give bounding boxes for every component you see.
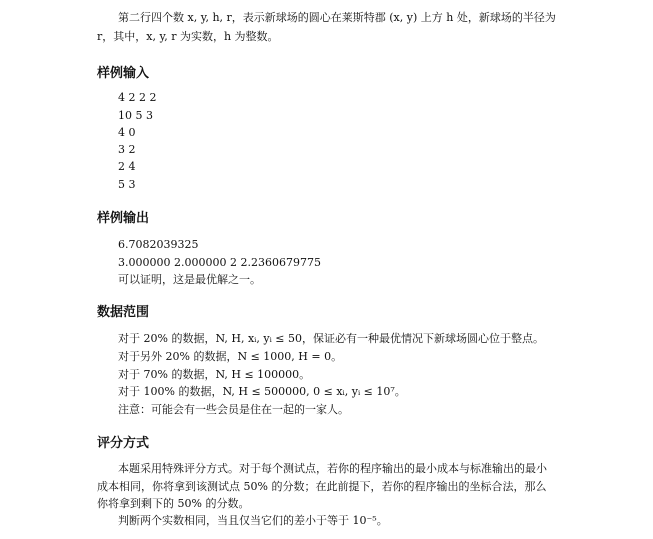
sample-output-note: 可以证明，这是最优解之一。 <box>118 273 261 286</box>
sample-output-heading: 样例输出 <box>97 211 150 226</box>
sample-input-line: 4 2 2 2 <box>118 91 157 104</box>
intro-line-1: 第二行四个数 x, y, h, r，表示新球场的圆心在莱斯特郡 (x, y) 上方 h 处，新球场的半径为 <box>118 11 556 24</box>
sample-input-heading: 样例输入 <box>97 66 150 81</box>
scoring-line: 判断两个实数相同，当且仅当它们的差小于等于 10⁻⁵。 <box>118 514 388 527</box>
scoring-line: 成本相同，你将拿到该测试点 50% 的分数；在此前提下，若你的程序输出的坐标合法，那么 <box>97 480 547 493</box>
scoring-heading: 评分方式 <box>97 436 150 451</box>
sample-input-line: 10 5 3 <box>118 109 153 122</box>
data-range-line: 对于 20% 的数据，N, H, xᵢ, yᵢ ≤ 50，保证必有一种最优情况下新球场圆心位于整点。 <box>118 332 544 345</box>
sample-input-line: 4 0 <box>118 126 136 139</box>
sample-input-line: 3 2 <box>118 143 136 156</box>
sample-input-line: 5 3 <box>118 178 136 191</box>
data-range-line: 对于另外 20% 的数据，N ≤ 1000, H = 0。 <box>118 350 343 363</box>
sample-input-line: 2 4 <box>118 160 136 173</box>
sample-output-line: 6.7082039325 <box>118 238 199 251</box>
sample-output-line: 3.000000 2.000000 2 2.2360679775 <box>118 256 321 269</box>
data-range-line: 对于 100% 的数据，N, H ≤ 500000, 0 ≤ xᵢ, yᵢ ≤ 10⁷。 <box>118 385 406 398</box>
scoring-line: 本题采用特殊评分方式。对于每个测试点，若你的程序输出的最小成本与标准输出的最小 <box>118 462 547 475</box>
data-range-note: 注意：可能会有一些会员是住在一起的一家人。 <box>118 403 349 416</box>
data-range-heading: 数据范围 <box>97 305 150 320</box>
scoring-line: 你将拿到剩下的 50% 的分数。 <box>97 497 250 510</box>
data-range-line: 对于 70% 的数据，N, H ≤ 100000。 <box>118 368 311 381</box>
intro-line-2: r，其中，x, y, r 为实数，h 为整数。 <box>97 30 279 43</box>
